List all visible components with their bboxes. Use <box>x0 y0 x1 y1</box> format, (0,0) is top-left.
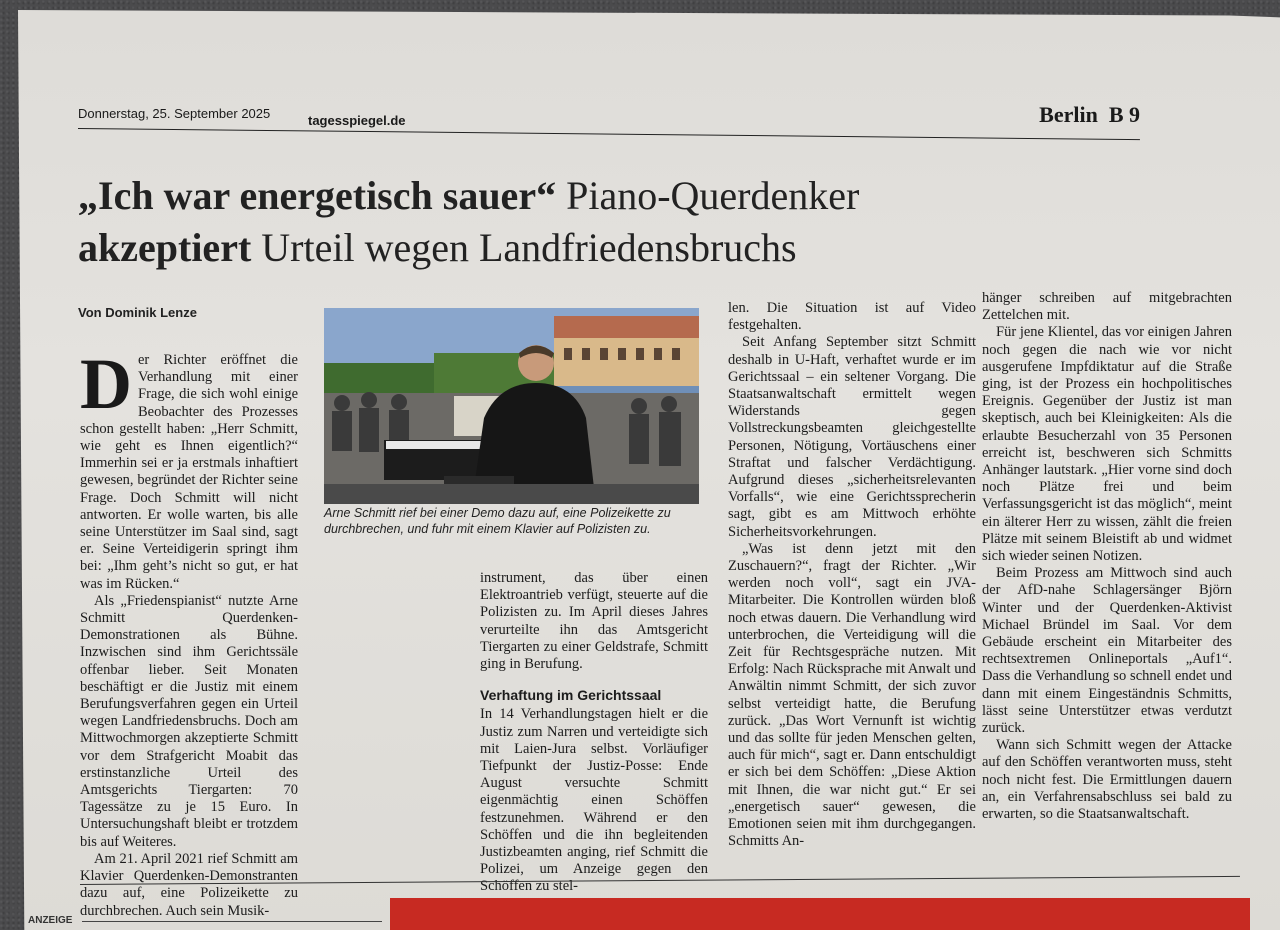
drop-cap: D <box>80 344 132 424</box>
issue-date: Donnerstag, 25. September 2025 <box>78 106 271 121</box>
ad-label: ANZEIGE <box>28 915 73 926</box>
paragraph: len. Die Situation ist auf Video festgehalten. <box>728 300 976 334</box>
article-column-2 <box>480 570 708 896</box>
paragraph: Beim Prozess am Mittwoch sind auch der AfD-nahe Schlagersänger Björn Winter und der Querdenken-Aktivist Michael Bründel im Saal. Vor dem Gebäude erscheint ein Mitarbeiter des rechtsextremen Onlineportals „Auf1“. Dass die Verhandlung so schnell endet und dann mit einem Eingeständnis Schmitts, lässt seine Unterstützer etwas verdutzt zurück. <box>982 565 1232 737</box>
paragraph: Seit Anfang September sitzt Schmitt deshalb in U-Haft, verhaftet wurde er im Gerichtssaal – ein seltener Vorgang. Die Staatsanwaltschaft ermittelt wegen Widerstands gegen Vollstreckungsbeamten gleichgestellte Personen, Nötigung, Vortäuschens einer Straftat und falscher Verdächtigung. Aufgrund dieses „sicherheitsrelevanten Vorfalls“, wie eine Gerichtssprecherin sagt, gibt es am Mittwoch erhöhte Sicherheitsvorkehrungen. <box>728 334 976 540</box>
headline-part1: Piano-Querdenker <box>566 173 860 218</box>
photo-caption: Arne Schmitt rief bei einer Demo dazu auf, eine Polizeikette zu durchbrechen, und fuhr mit einem Klavier auf Polizisten zu. <box>324 506 671 536</box>
article-column-4 <box>982 290 1232 823</box>
advertisement-banner <box>390 898 1250 930</box>
ad-divider <box>82 921 382 922</box>
article-column-1 <box>80 344 298 920</box>
paragraph: Am 21. April 2021 rief Schmitt am Klavier Querdenken-Demonstranten dazu auf, eine Polizeikette zu durchbrechen. Auch sein Musik- <box>80 850 298 919</box>
paragraph: hänger schreiben auf mitgebrachten Zettelchen mit. <box>982 290 1232 324</box>
headline-part2-bold: akzeptiert <box>78 225 252 270</box>
section-page-label: Berlin B 9 <box>1039 102 1140 127</box>
paragraph: er Richter eröffnet die Verhandlung mit einer Frage, die sich wohl einige Beobachter des Prozesses schon gestellt haben: „Herr Schmitt, wie geht es Ihnen eigentlich?“ Immerhin sei er ja erstmals inhaftiert gewesen, begründet der Richter seine Frage. Doch Schmitt will nicht antworten. Er wolle warten, bis alle seine Unterstützer im Saal sind, sagt er. Seine Verteidigerin springt ihm bei: „Ihm geht’s nicht so gut, er hat was im Rücken.“ <box>80 352 298 592</box>
paragraph: instrument, das über einen Elektroantrieb verfügt, steuerte auf die Polizisten zu. Im April dieses Jahres verurteilte ihn das Amtsgericht Tiergarten zu einer Geldstrafe, Schmitt ging in Berufung. <box>480 570 708 673</box>
subheading: Verhaftung im Gerichtssaal <box>480 687 662 704</box>
pianist-photo-illustration <box>324 308 699 504</box>
article-photo <box>324 308 699 504</box>
paragraph: In 14 Verhandlungstagen hielt er die Justiz zum Narren und verteidigte sich mit Laien-Jura selbst. Vorläufiger Tiefpunkt der Justiz-Posse: Ende August versuchte Schmitt eigenmächtig einen Schöffen festzunehmen. Während er den Schöffen und die ihn begleitenden Justizbeamten anging, rief Schmitt die Polizei, um Anzeige gegen den Schöffen zu stel- <box>480 706 708 895</box>
headline <box>78 170 1058 274</box>
headline-quote: „Ich war energetisch sauer“ <box>78 173 557 218</box>
paragraph: Wann sich Schmitt wegen der Attacke auf den Schöffen verantworten muss, steht noch nicht fest. Die Ermittlungen dauern an, ein Verfahrensabschluss sei bald zu erwarten, so die Staatsanwaltschaft. <box>982 737 1232 823</box>
headline-part2-rest: Urteil wegen Landfriedensbruchs <box>261 225 797 270</box>
paragraph: Für jene Klientel, das vor einigen Jahren noch gegen die nach wie vor nicht ausgerufene Impfdiktatur auf die Straße ging, ist der Prozess ein hochpolitisches Ereignis. Gegenüber der Justiz ist man skeptisch, auch bei Kleinigkeiten: Als die erlaubte Besucherzahl von 35 Personen erreicht ist, beschweren sich Schmitts Anhänger lautstark. „Hier vorne sind doch noch Plätze frei und beim Verfassungsgericht ist das möglich“, meint ein älterer Herr zu wissen, zählt die freien Plätze mit seinem Bleistift ab und widmet sich wieder seinen Notizen. <box>982 324 1232 565</box>
site-name: tagesspiegel.de <box>308 113 406 128</box>
article-column-3 <box>728 300 976 851</box>
paragraph: Als „Friedenspianist“ nutzte Arne Schmitt Querdenken-Demonstrationen als Bühne. Inzwischen sind ihm Gerichtssäle offenbar lieber. Seit Monaten beschäftigt er die Justiz mit einem Berufungsverfahren gegen ein Urteil wegen Landfriedensbruchs. Doch am Mittwochmorgen akzeptierte Schmitt vor dem Strafgericht Moabit das erstinstanzliche Urteil des Amtsgerichts Tiergarten: 70 Tagessätze zu je 15 Euro. In Untersuchungshaft bleibt er trotzdem bis auf Weiteres. <box>80 592 298 850</box>
paragraph: „Was ist denn jetzt mit den Zuschauern?“, fragt der Richter. „Wir werden noch voll“, sagt ein JVA-Mitarbeiter. Die Kontrollen würden bloß noch etwas dauern. Die Verhandlung wird unterbrochen, die Verteidigung will die Zeit für Rechtsgespräche nutzen. Mit Erfolg: Nach Rücksprache mit Anwalt und Anwältin nimmt Schmitt, der sich zuvor selbst verteidigt hatte, die Berufung zurück. „Das Wort Vernunft ist wichtig und das sollte für jeden Menschen gelten, auch für mich“, sagt er. Dann entschuldigt er sich bei dem Schöffen: „Diese Aktion mit Ihnen, die war nicht gut.“ Er sei „energetisch sauer“ gewesen, die Emotionen seien mit ihm durchgegangen. Schmitts An- <box>728 540 976 850</box>
byline: Von Dominik Lenze <box>78 305 197 320</box>
